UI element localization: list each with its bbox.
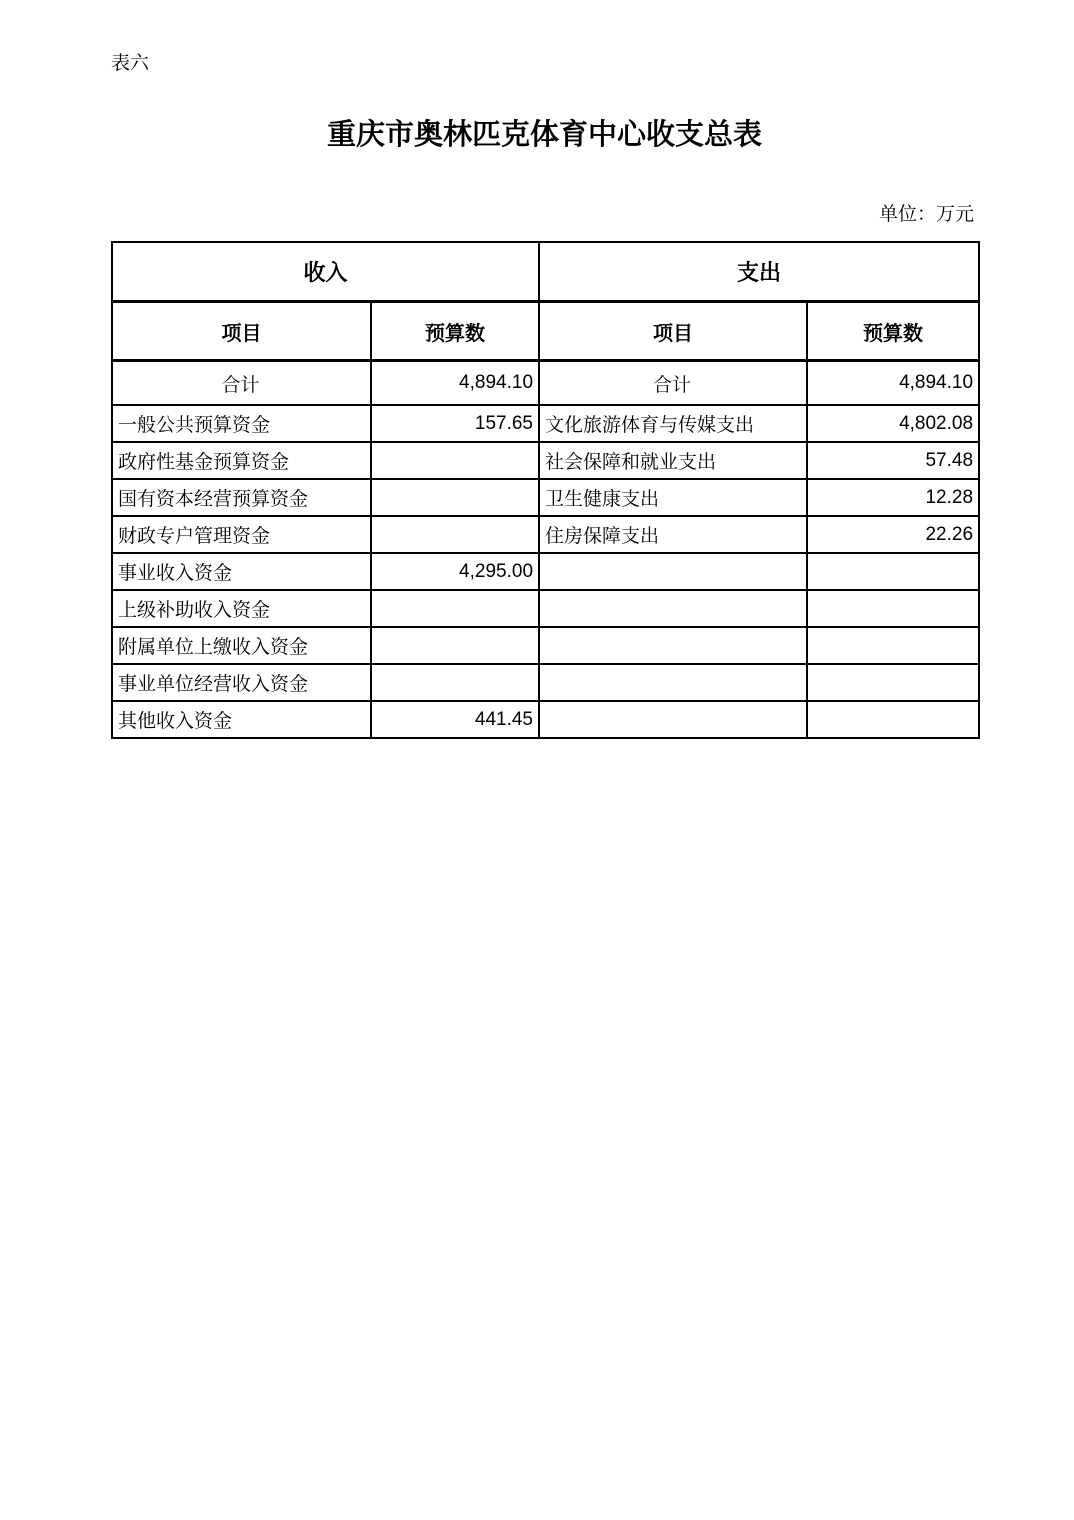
income-item-cell: 合计 [112, 361, 371, 406]
unit-note: 单位：万元 [878, 204, 974, 225]
expense-budget-cell: 4,802.08 [807, 405, 979, 442]
expense-budget-cell [807, 553, 979, 590]
income-budget-cell [371, 442, 539, 479]
income-item-cell: 附属单位上缴收入资金 [112, 627, 371, 664]
income-item-cell: 其他收入资金 [112, 701, 371, 738]
table-row [112, 664, 979, 701]
table-row [112, 627, 979, 664]
table-row [112, 553, 979, 590]
section-header-income: 收入 [112, 242, 539, 302]
section-header-row [112, 242, 979, 302]
budget-summary-table [111, 241, 980, 739]
expense-item-cell [539, 664, 807, 701]
table-row [112, 442, 979, 479]
income-budget-cell: 4,894.10 [371, 361, 539, 406]
col-header-income-budget: 预算数 [371, 302, 539, 361]
col-header-income-item: 项目 [112, 302, 371, 361]
expense-item-cell: 社会保障和就业支出 [539, 442, 807, 479]
table-header [112, 242, 979, 361]
expense-item-cell: 文化旅游体育与传媒支出 [539, 405, 807, 442]
total-row [112, 361, 979, 406]
expense-budget-cell [807, 590, 979, 627]
expense-budget-cell: 22.26 [807, 516, 979, 553]
expense-item-cell [539, 627, 807, 664]
table-row [112, 590, 979, 627]
income-item-cell: 政府性基金预算资金 [112, 442, 371, 479]
col-header-expense-item: 项目 [539, 302, 807, 361]
section-header-expense: 支出 [539, 242, 979, 302]
col-header-expense-budget: 预算数 [807, 302, 979, 361]
expense-budget-cell: 57.48 [807, 442, 979, 479]
expense-item-cell: 卫生健康支出 [539, 479, 807, 516]
expense-item-cell: 住房保障支出 [539, 516, 807, 553]
expense-item-cell [539, 590, 807, 627]
table-row [112, 701, 979, 738]
page-title: 重庆市奥林匹克体育中心收支总表 [326, 119, 762, 151]
income-budget-cell [371, 590, 539, 627]
document-content [111, 0, 978, 739]
income-item-cell: 一般公共预算资金 [112, 405, 371, 442]
expense-item-cell [539, 701, 807, 738]
expense-item-cell [539, 553, 807, 590]
expense-budget-cell [807, 627, 979, 664]
column-header-row [112, 302, 979, 361]
expense-budget-cell: 4,894.10 [807, 361, 979, 406]
expense-item-cell: 合计 [539, 361, 807, 406]
table-row [112, 516, 979, 553]
table-row [112, 479, 979, 516]
table-number-label: 表六 [111, 53, 150, 74]
table-body [112, 361, 979, 739]
income-budget-cell: 4,295.00 [371, 553, 539, 590]
income-budget-cell [371, 627, 539, 664]
table-row [112, 405, 979, 442]
income-item-cell: 国有资本经营预算资金 [112, 479, 371, 516]
income-budget-cell [371, 516, 539, 553]
income-budget-cell [371, 479, 539, 516]
income-item-cell: 事业单位经营收入资金 [112, 664, 371, 701]
income-item-cell: 财政专户管理资金 [112, 516, 371, 553]
income-budget-cell [371, 664, 539, 701]
income-item-cell: 上级补助收入资金 [112, 590, 371, 627]
income-item-cell: 事业收入资金 [112, 553, 371, 590]
expense-budget-cell: 12.28 [807, 479, 979, 516]
income-budget-cell: 157.65 [371, 405, 539, 442]
income-budget-cell: 441.45 [371, 701, 539, 738]
expense-budget-cell [807, 664, 979, 701]
expense-budget-cell [807, 701, 979, 738]
